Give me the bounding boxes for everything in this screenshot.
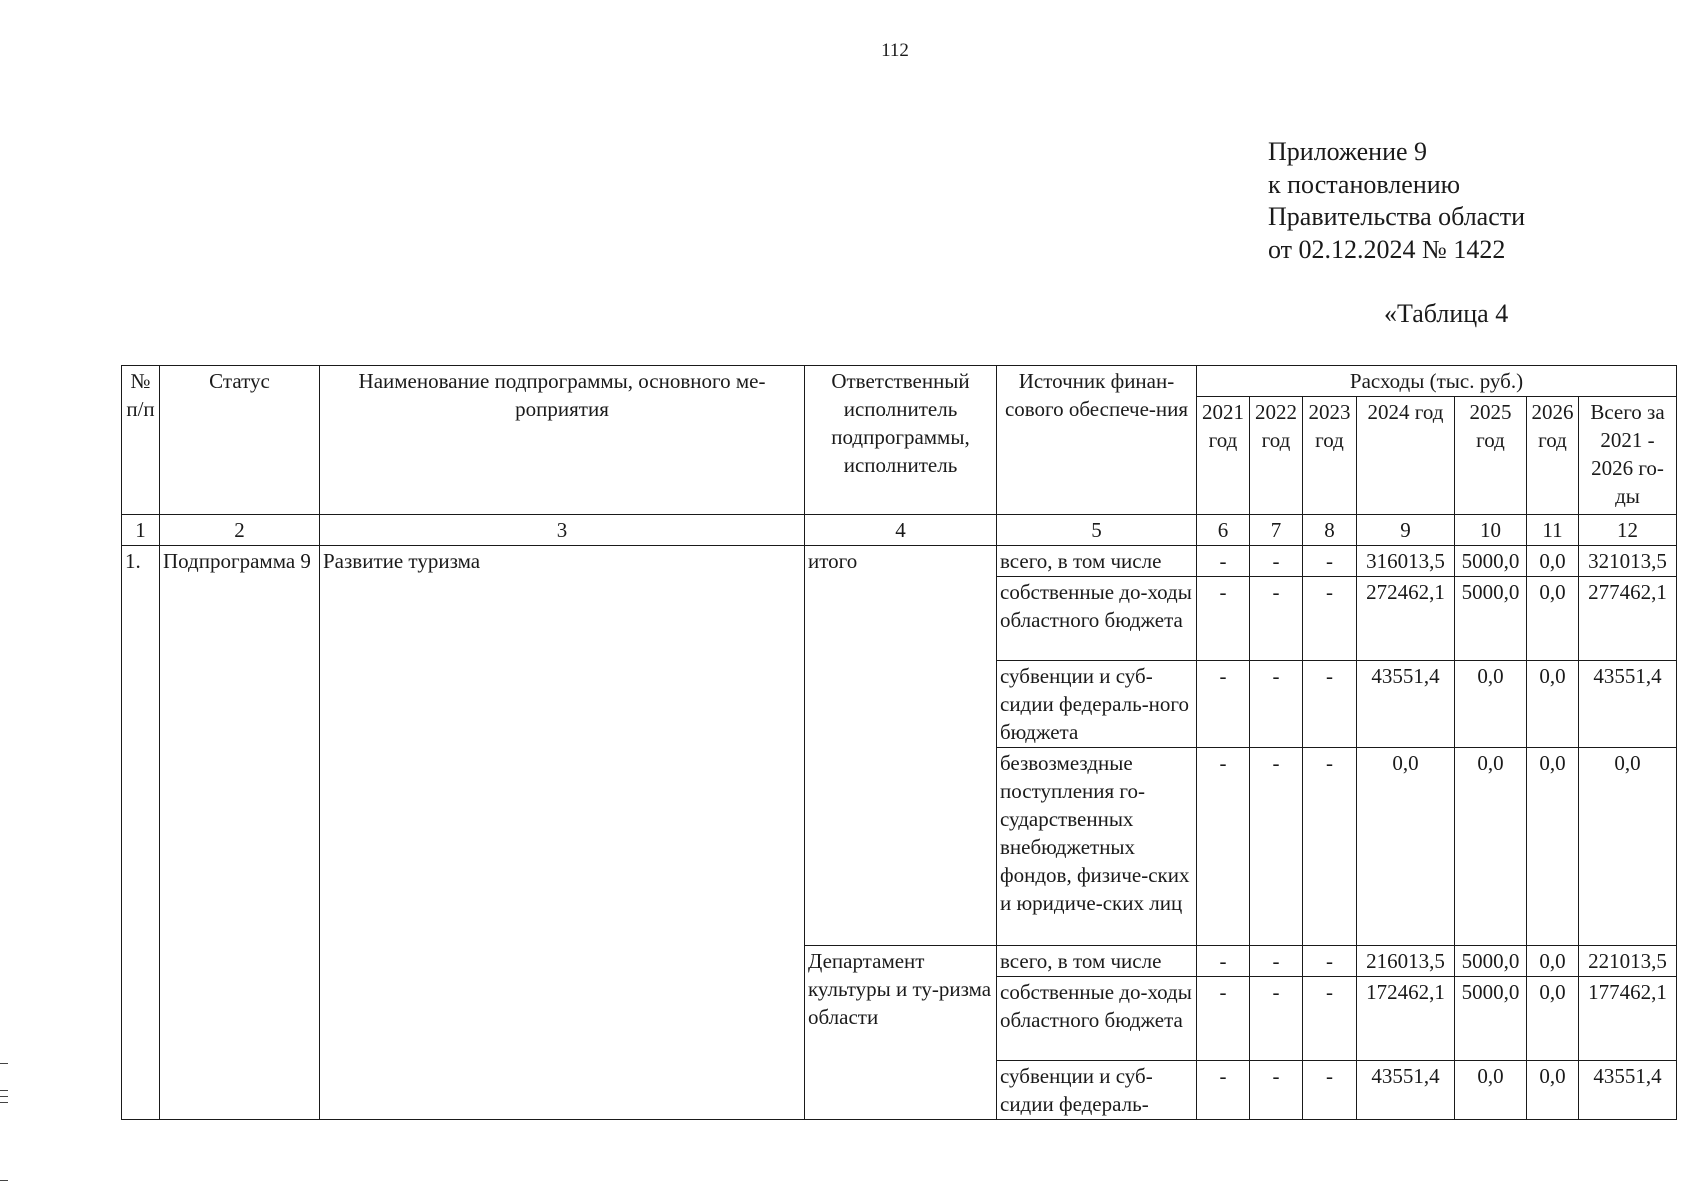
scan-mark bbox=[0, 1090, 8, 1091]
col-number: 9 bbox=[1357, 515, 1455, 546]
value-cell: - bbox=[1197, 946, 1250, 977]
value-cell: 0,0 bbox=[1527, 546, 1579, 577]
value-cell: - bbox=[1303, 577, 1357, 661]
annex-line-3: Правительства области bbox=[1268, 202, 1526, 231]
value-cell: 43551,4 bbox=[1579, 661, 1677, 748]
row-name: Развитие туризма bbox=[320, 546, 805, 1120]
scan-mark bbox=[0, 1063, 8, 1064]
row-source: субвенции и суб-сидии федераль-ного бюджета bbox=[997, 661, 1197, 748]
col-number: 10 bbox=[1455, 515, 1527, 546]
value-cell: - bbox=[1197, 748, 1250, 946]
header-year-2025: 2025 год bbox=[1455, 397, 1527, 515]
value-cell: 0,0 bbox=[1527, 661, 1579, 748]
value-cell: - bbox=[1303, 946, 1357, 977]
annex-line-4: от 02.12.2024 № 1422 bbox=[1268, 234, 1506, 264]
value-cell: 5000,0 bbox=[1455, 577, 1527, 661]
header-status: Статус bbox=[160, 366, 320, 515]
header-source: Источник финан-сового обеспече-ния bbox=[997, 366, 1197, 515]
value-cell: - bbox=[1250, 748, 1303, 946]
header-year-2022: 2022 год bbox=[1250, 397, 1303, 515]
value-cell: - bbox=[1197, 661, 1250, 748]
header-total: Всего за 2021 - 2026 го-ды bbox=[1579, 397, 1677, 515]
col-number: 5 bbox=[997, 515, 1197, 546]
value-cell: 0,0 bbox=[1357, 748, 1455, 946]
row-source: всего, в том числе bbox=[997, 546, 1197, 577]
scan-mark bbox=[0, 1180, 8, 1181]
col-number: 12 bbox=[1579, 515, 1677, 546]
column-numbers-row bbox=[122, 515, 1677, 546]
value-cell: 5000,0 bbox=[1455, 977, 1527, 1061]
header-executor: Ответственный исполнитель подпрограммы, исполнитель bbox=[805, 366, 997, 515]
header-name: Наименование подпрограммы, основного ме-роприятия bbox=[320, 366, 805, 515]
value-cell: 216013,5 bbox=[1357, 946, 1455, 977]
scan-mark bbox=[0, 1102, 8, 1103]
col-number: 6 bbox=[1197, 515, 1250, 546]
value-cell: 177462,1 bbox=[1579, 977, 1677, 1061]
value-cell: - bbox=[1250, 661, 1303, 748]
col-number: 11 bbox=[1527, 515, 1579, 546]
row-source: безвозмездные поступления го-сударственных внебюджетных фондов, физиче-ских и юридиче-ских лиц bbox=[997, 748, 1197, 946]
value-cell: 43551,4 bbox=[1357, 1061, 1455, 1120]
page-number: 112 bbox=[881, 40, 909, 61]
header-year-2021: 2021 год bbox=[1197, 397, 1250, 515]
row-source: всего, в том числе bbox=[997, 946, 1197, 977]
col-number: 7 bbox=[1250, 515, 1303, 546]
header-num: № п/п bbox=[122, 366, 160, 515]
value-cell: - bbox=[1303, 661, 1357, 748]
value-cell: 0,0 bbox=[1455, 1061, 1527, 1120]
value-cell: 0,0 bbox=[1455, 661, 1527, 748]
value-cell: 43551,4 bbox=[1357, 661, 1455, 748]
scan-mark bbox=[0, 1096, 8, 1097]
value-cell: 272462,1 bbox=[1357, 577, 1455, 661]
value-cell: 221013,5 bbox=[1579, 946, 1677, 977]
row-source: субвенции и суб-сидии федераль- bbox=[997, 1061, 1197, 1120]
header-year-2024: 2024 год bbox=[1357, 397, 1455, 515]
value-cell: - bbox=[1303, 748, 1357, 946]
value-cell: - bbox=[1250, 577, 1303, 661]
value-cell: - bbox=[1303, 546, 1357, 577]
table-row bbox=[122, 546, 1677, 577]
value-cell: - bbox=[1250, 946, 1303, 977]
table-caption: «Таблица 4 bbox=[1384, 299, 1509, 328]
header-expenses: Расходы (тыс. руб.) bbox=[1197, 366, 1677, 397]
col-number: 3 bbox=[320, 515, 805, 546]
row-executor: итого bbox=[805, 546, 997, 946]
value-cell: 0,0 bbox=[1455, 748, 1527, 946]
value-cell: - bbox=[1303, 1061, 1357, 1120]
value-cell: - bbox=[1197, 1061, 1250, 1120]
value-cell: 172462,1 bbox=[1357, 977, 1455, 1061]
col-number: 2 bbox=[160, 515, 320, 546]
annex-line-1: Приложение 9 bbox=[1268, 137, 1428, 166]
value-cell: - bbox=[1197, 546, 1250, 577]
value-cell: 316013,5 bbox=[1357, 546, 1455, 577]
row-num: 1. bbox=[122, 546, 160, 1120]
value-cell: 0,0 bbox=[1579, 748, 1677, 946]
value-cell: - bbox=[1250, 546, 1303, 577]
value-cell: - bbox=[1197, 577, 1250, 661]
value-cell: 5000,0 bbox=[1455, 946, 1527, 977]
value-cell: 0,0 bbox=[1527, 748, 1579, 946]
col-number: 4 bbox=[805, 515, 997, 546]
annex-line-2: к постановлению bbox=[1268, 169, 1461, 199]
value-cell: - bbox=[1197, 977, 1250, 1061]
value-cell: 0,0 bbox=[1527, 577, 1579, 661]
header-year-2026: 2026 год bbox=[1527, 397, 1579, 515]
value-cell: 0,0 bbox=[1527, 1061, 1579, 1120]
value-cell: 321013,5 bbox=[1579, 546, 1677, 577]
value-cell: - bbox=[1303, 977, 1357, 1061]
row-source: собственные до-ходы областного бюджета bbox=[997, 977, 1197, 1061]
value-cell: 0,0 bbox=[1527, 977, 1579, 1061]
value-cell: 277462,1 bbox=[1579, 577, 1677, 661]
value-cell: 0,0 bbox=[1527, 946, 1579, 977]
row-executor: Департамент культуры и ту-ризма области bbox=[805, 946, 997, 1120]
budget-table bbox=[121, 365, 1677, 1120]
value-cell: 43551,4 bbox=[1579, 1061, 1677, 1120]
col-number: 8 bbox=[1303, 515, 1357, 546]
header-year-2023: 2023 год bbox=[1303, 397, 1357, 515]
value-cell: - bbox=[1250, 977, 1303, 1061]
value-cell: - bbox=[1250, 1061, 1303, 1120]
row-source: собственные до-ходы областного бюджета bbox=[997, 577, 1197, 661]
value-cell: 5000,0 bbox=[1455, 546, 1527, 577]
col-number: 1 bbox=[122, 515, 160, 546]
annex-block bbox=[1268, 136, 1525, 266]
header-row-1 bbox=[122, 366, 1677, 397]
row-status: Подпрограмма 9 bbox=[160, 546, 320, 1120]
